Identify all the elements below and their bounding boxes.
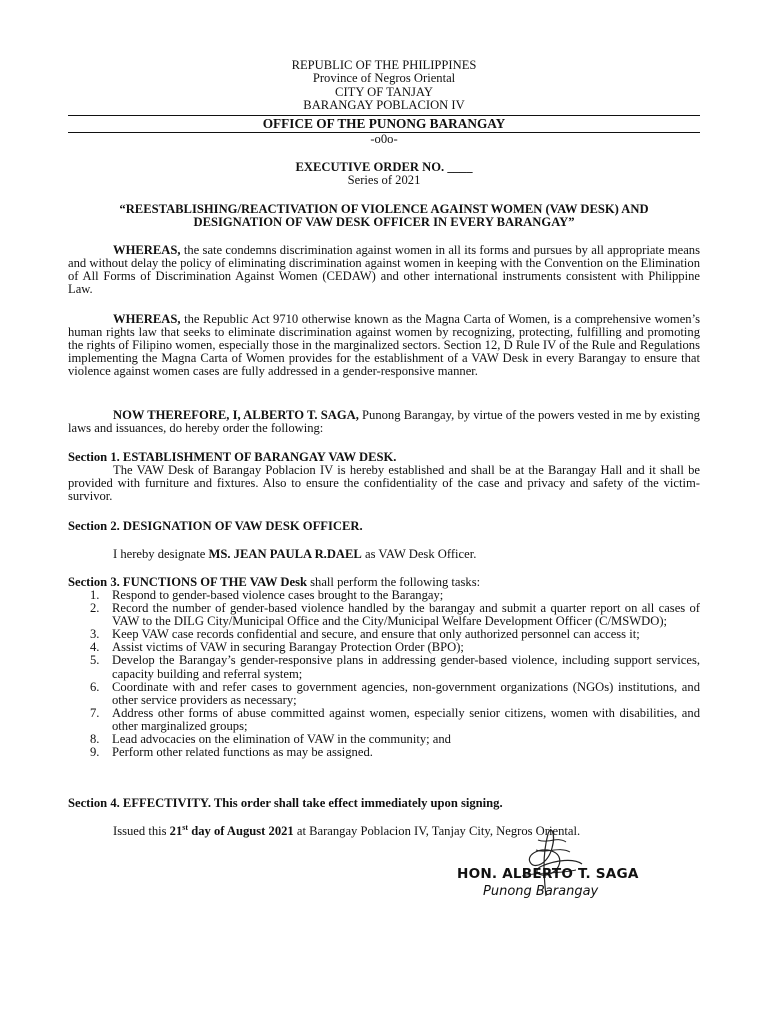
whereas-text: the sate condemns discrimination against women in all its forms and pursues by all appropriate means and without delay the policy of eliminating discrimination against women in keeping with the Convention on the Elimination of All Forms of Discrimination Against Women (CEDAW) and other international instruments consistent with Philippine Law. <box>68 243 700 297</box>
executive-order-number: EXECUTIVE ORDER NO. ____ <box>295 160 473 174</box>
executive-order-series: Series of 2021 <box>347 173 421 187</box>
letterhead-line-province: Province of Negros Oriental <box>312 71 456 86</box>
task-item <box>68 707 700 733</box>
task-number: 1. <box>90 588 100 602</box>
whereas-text: the Republic Act 9710 otherwise known as the Magna Carta of Women, is a comprehensive women’s human rights law that seeks to eliminate discrimination against women by recognizing, protecting, fulfilling and promoting the rights of Filipino women, especially those in the marginalized sectors. Section 12, D Rule IV of the Rule and Regulations implementing the Magna Carta of Women provides for the establishment of a VAW Desk in every Barangay to ensure that violence against women cases are fully addressed in a gender-responsive manner. <box>68 312 700 379</box>
section-2-text-after: as VAW Desk Officer. <box>361 547 477 561</box>
issued-day-suffix: st <box>182 822 189 832</box>
task-text: Assist victims of VAW in securing Barangay Protection Order (BPO); <box>112 640 464 655</box>
signatory-position: Punong Barangay <box>483 884 599 899</box>
task-text: Record the number of gender-based violence handled by the barangay and submit a quarter report on all cases of VAW to the DILG City/Municipal Office and the City/Municipal Welfare Development Officer (C/MSWDO); <box>112 601 700 629</box>
task-item <box>68 602 700 628</box>
letterhead <box>0 59 768 113</box>
office-title: OFFICE OF THE PUNONG BARANGAY <box>262 116 506 131</box>
vaw-desk-officer-name: MS. JEAN PAULA R.DAEL <box>208 547 362 561</box>
section-2-text-before: I hereby designate <box>113 547 209 561</box>
task-number: 7. <box>90 705 100 720</box>
issued-day: 21 <box>169 824 183 838</box>
issued-statement <box>68 822 700 838</box>
now-therefore-lead: NOW THEREFORE, I, ALBERTO T. SAGA, <box>113 408 359 422</box>
letterhead-line-country: REPUBLIC OF THE PHILIPPINES <box>291 58 477 72</box>
section-3-heading-bold: Section 3. FUNCTIONS OF THE VAW Desk <box>68 575 307 589</box>
now-therefore-paragraph <box>68 409 700 435</box>
task-text: Develop the Barangay’s gender-responsive plans in addressing gender-based violence, including support services, capacity building and referral system; <box>112 653 700 681</box>
order-title-line-1: “REESTABLISHING/REACTIVATION OF VIOLENCE AGAINST WOMEN (VAW DESK) AND <box>119 202 649 216</box>
task-number: 5. <box>90 653 100 668</box>
order-title <box>68 203 700 229</box>
task-item <box>68 654 700 680</box>
whereas-paragraph-1 <box>68 244 700 296</box>
task-number: 9. <box>90 745 100 760</box>
task-number: 8. <box>90 732 100 747</box>
task-item <box>68 746 700 759</box>
letterhead-line-city: CITY OF TANJAY <box>335 84 433 99</box>
issued-date-rest: day of August 2021 <box>188 824 294 838</box>
whereas-lead: WHEREAS, <box>113 312 181 326</box>
signatory-name: HON. ALBERTO T. SAGA <box>457 866 639 882</box>
task-text: Address other forms of abuse committed against women, especially senior citizens, women with disabilities, and other marginalized groups; <box>112 705 700 733</box>
whereas-paragraph-2 <box>68 313 700 378</box>
order-title-line-2: DESIGNATION OF VAW DESK OFFICER IN EVERY BARANGAY” <box>193 215 575 230</box>
issued-prefix: Issued this <box>113 824 170 838</box>
issued-place: at Barangay Poblacion IV, Tanjay City, Negros Oriental. <box>293 824 581 838</box>
task-text: Perform other related functions as may be assigned. <box>112 745 373 760</box>
whereas-lead: WHEREAS, <box>113 243 181 257</box>
now-therefore-text: Punong Barangay, by virtue of the powers vested in me by existing laws and issuances, do hereby order the following: <box>68 408 700 436</box>
ornament-separator: -o0o- <box>370 132 398 146</box>
letterhead-line-barangay: BARANGAY POBLACION IV <box>303 98 465 113</box>
task-number: 2. <box>90 601 100 616</box>
task-item <box>68 681 700 707</box>
task-number: 6. <box>90 679 100 694</box>
section-1-heading: Section 1. ESTABLISHMENT OF BARANGAY VAW DESK. <box>68 450 397 464</box>
section-2-text <box>68 548 700 561</box>
task-text: Keep VAW case records confidential and secure, and ensure that only authorized personnel can access it; <box>112 627 640 642</box>
section-3-heading-tail: shall perform the following tasks: <box>306 575 481 589</box>
section-4-heading: Section 4. EFFECTIVITY. This order shall take effect immediately upon signing. <box>68 796 503 810</box>
task-number: 3. <box>90 627 100 642</box>
section-2-heading: Section 2. DESIGNATION OF VAW DESK OFFICER. <box>68 519 363 533</box>
section-1-text <box>68 464 700 503</box>
task-text: Coordinate with and refer cases to government agencies, non-government organizations (NGOs) institutions, and other service providers as necessary; <box>112 679 700 707</box>
section-1-body: The VAW Desk of Barangay Poblacion IV is hereby established and shall be at the Barangay Hall and it shall be provided with furniture and fixtures. Also to ensure the confidentiality of the case and privacy and safety of the victim-survivor. <box>68 463 700 504</box>
task-text: Lead advocacies on the elimination of VAW in the community; and <box>112 732 451 747</box>
issued-date <box>170 824 294 838</box>
task-number: 4. <box>90 640 100 655</box>
task-text: Respond to gender-based violence cases brought to the Barangay; <box>112 588 444 602</box>
vaw-desk-task-list <box>68 589 700 759</box>
